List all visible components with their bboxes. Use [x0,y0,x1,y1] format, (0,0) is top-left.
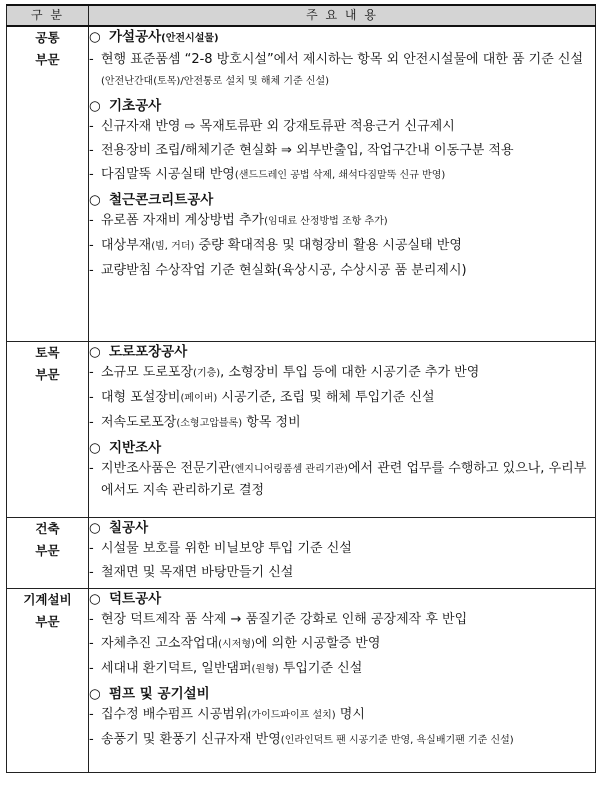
list-item [89,164,595,186]
item-note: (소형고압블록) [176,417,243,429]
dash-bullet-icon: - [89,460,94,476]
item-note: (기층) [193,367,221,379]
dash-bullet-icon: - [89,364,94,380]
list-item [89,235,595,257]
list-item [89,362,595,384]
item-tail: 투입기준 신설 [278,660,363,676]
circle-bullet-icon: ○ [89,343,101,360]
item-note: (임대료 산정방법 조항 추가) [264,216,388,227]
dash-bullet-icon: - [89,119,94,134]
item-text: 현행 표준품셈 “2-8 방호시설”에서 제시하는 항목 외 안전시설물에 대한 품 기준 신설 [101,52,584,67]
item-tail: 시공기준, 조립 및 해체 투입기준 신설 [217,389,435,405]
category-label: 부문 [35,366,60,382]
item-note: (가이드파이프 설치) [247,709,336,721]
item-tail: 에 의한 시공할증 반영 [254,635,381,651]
group-title [89,190,595,210]
list-item [89,704,595,726]
dash-bullet-icon: - [89,143,94,158]
item-text: 시설물 보호를 위한 비닐보양 투입 기준 신설 [101,540,352,556]
dash-bullet-icon: - [89,52,94,67]
circle-bullet-icon: ○ [89,439,101,456]
item-note: (엔지니어링품셈 관리기관) [230,463,348,475]
circle-bullet-icon: ○ [89,29,101,45]
table-header-row [7,5,596,26]
section-content [89,341,596,517]
item-text: 집수정 배수펌프 시공범위 [101,706,248,722]
dash-bullet-icon: - [89,635,94,651]
document-table [6,4,596,773]
list-item [89,412,595,434]
group-title [89,27,595,49]
category-label: 기계설비 [23,591,72,607]
item-note: (안전난간대(토목)/안전통로 설치 및 해체 기준 신설) [101,76,330,87]
list-item [89,116,595,137]
item-tail: , 소형장비 투입 등에 대한 시공기준 추가 반영 [220,364,480,380]
category-label: 공통 [35,30,60,45]
section-row [7,517,596,588]
dash-bullet-icon: - [89,731,94,747]
list-item [89,260,595,281]
item-text: 현장 덕트제작 품 삭제 → 품질기준 강화로 인해 공장제작 후 반입 [101,611,468,627]
header-category: 구 분 [7,5,89,26]
list-item [89,729,595,751]
circle-bullet-icon: ○ [89,590,101,607]
dash-bullet-icon: - [89,706,94,722]
list-item [89,49,595,92]
dash-bullet-icon: - [89,564,94,580]
item-tail: 명시 [335,706,365,722]
item-note: (페이버) [180,392,218,404]
section-row [7,341,596,517]
group-title [89,518,595,538]
list-item [89,210,595,232]
item-tail: 중량 확대적용 및 대형장비 활용 시공실태 반영 [194,238,462,253]
table-body [7,26,596,772]
list-item [89,658,595,680]
item-text: 저속도로포장 [101,414,177,430]
section-content [89,26,596,341]
group-title-note: (안전시설물) [161,33,219,44]
list-item [89,609,595,630]
item-text: 대형 포설장비 [101,389,181,405]
dash-bullet-icon: - [89,263,94,278]
item-tail: 에서 관련 업무를 수행하고 있으나, 우리부에서도 지속 관리하기로 결정 [101,460,587,498]
section-content [89,517,596,588]
item-note: (샌드드레인 공법 삭제, 쇄석다짐말뚝 신규 반영) [234,170,446,181]
category-label: 부문 [35,542,60,558]
dash-bullet-icon: - [89,660,94,676]
item-note: (시저형) [218,638,255,650]
item-text: 지반조사품은 전문기관 [101,460,231,476]
section-content [89,588,596,772]
group-title-text: 지반조사 [109,439,162,456]
dash-bullet-icon: - [89,213,94,228]
dash-bullet-icon: - [89,238,94,253]
group-title [89,684,595,704]
item-text: 송풍기 및 환풍기 신규자재 반영 [101,731,281,747]
circle-bullet-icon: ○ [89,192,101,208]
item-text: 세대내 환기덕트, 일반댐퍼 [101,660,252,676]
dash-bullet-icon: - [89,540,94,556]
item-text: 전용장비 조립/해체기준 현실화 ⇒ 외부반출입, 작업구간내 이동구분 적용 [101,143,514,158]
dash-bullet-icon: - [89,167,94,182]
section-category [7,26,89,341]
item-note: (인라인덕트 팬 시공기준 반영, 욕실배기팬 기준 신설) [280,734,514,746]
list-item [89,387,595,409]
list-item [89,458,595,501]
list-item [89,562,595,583]
group-title-text: 펌프 및 공기설비 [109,685,210,702]
category-label: 부문 [35,613,60,629]
item-tail: 항목 정비 [242,414,301,430]
section-row [7,26,596,341]
section-category [7,517,89,588]
group-title-text: 도로포장공사 [109,343,188,360]
item-text: 소규모 도로포장 [101,364,194,380]
list-item [89,140,595,161]
category-label: 토목 [35,344,60,360]
category-label: 건축 [35,520,60,536]
group-title-text: 가설공사 [109,29,162,45]
list-item [89,538,595,559]
item-text: 신규자재 반영 ⇨ 목재토류판 외 강재토류판 적용근거 신규제시 [101,119,455,134]
circle-bullet-icon: ○ [89,519,101,536]
item-text: 교량받침 수상작업 기준 현실화(육상시공, 수상시공 품 분리제시) [101,263,467,278]
dash-bullet-icon: - [89,389,94,405]
item-text: 대상부재 [101,238,152,253]
item-text: 자체추진 고소작업대 [101,635,219,651]
section-category [7,588,89,772]
group-title-text: 철근콘크리트공사 [109,192,214,208]
item-text: 철재면 및 목재면 바탕만들기 신설 [101,564,294,580]
group-title [89,96,595,116]
item-note: (빔, 거더) [151,241,195,252]
group-title-text: 덕트공사 [109,590,162,607]
group-title [89,589,595,609]
list-item [89,633,595,655]
group-title [89,342,595,362]
item-note: (원형) [251,663,279,675]
dash-bullet-icon: - [89,414,94,430]
circle-bullet-icon: ○ [89,685,101,702]
category-label: 부문 [35,52,60,67]
group-title [89,438,595,458]
header-content: 주 요 내 용 [89,5,596,26]
dash-bullet-icon: - [89,611,94,627]
group-title-text: 기초공사 [109,98,162,114]
item-text: 다짐말뚝 시공실태 반영 [101,167,235,182]
circle-bullet-icon: ○ [89,98,101,114]
group-title-text: 칠공사 [109,519,149,536]
section-category [7,341,89,517]
section-row [7,588,596,772]
item-text: 유로폼 자재비 계상방법 추가 [101,213,265,228]
